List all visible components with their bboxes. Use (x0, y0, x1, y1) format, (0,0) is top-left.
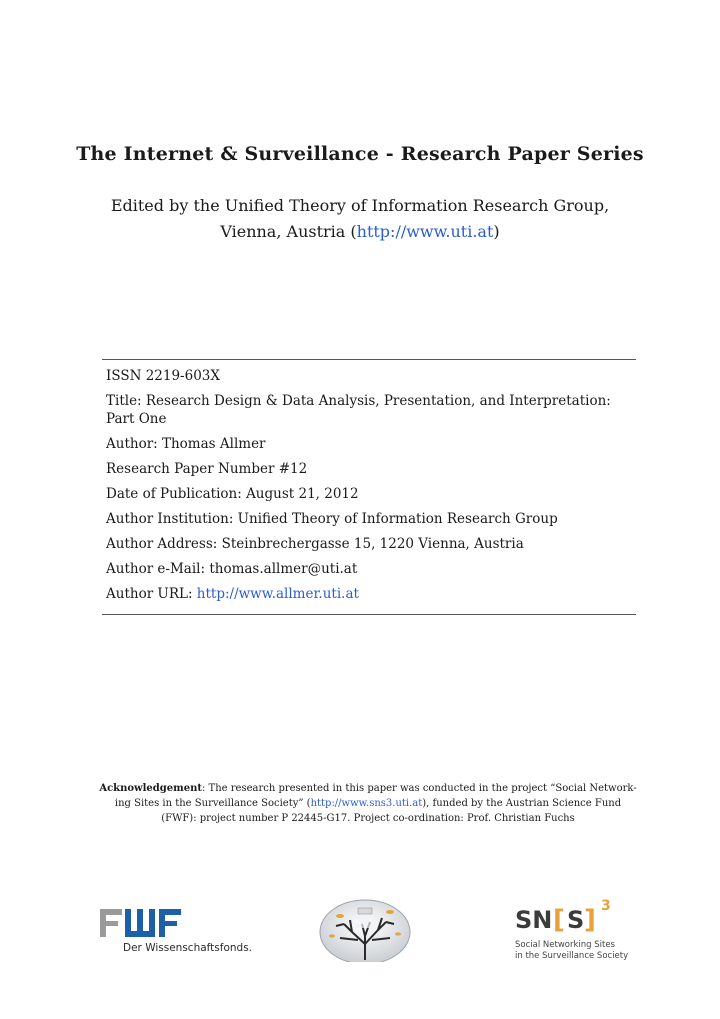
acknowledgement (96, 781, 640, 826)
editor-credit (60, 193, 660, 245)
editor-location: Vienna, Austria ( (220, 222, 357, 241)
sns3-logo (515, 896, 640, 966)
acknowledgement-text-1: : The research presented in this paper was conducted in the project “Social Network- (201, 783, 637, 794)
publication-date: Date of Publication: August 21, 2012 (106, 486, 359, 502)
paper-title-line-1: Title: Research Design & Data Analysis, Presentation, and Interpretation: (106, 393, 611, 409)
author-email: Author e-Mail: thomas.allmer@uti.at (106, 561, 358, 577)
fwf-subtitle: Der Wissenschaftsfonds. (123, 942, 253, 954)
svg-text:]: ] (584, 905, 596, 935)
author-url (106, 585, 632, 603)
fwf-logo (100, 905, 253, 961)
author: Author: Thomas Allmer (106, 436, 266, 452)
author-institution: Author Institution: Unified Theory of Information Research Group (106, 511, 558, 527)
paper-title-line-2: Part One (106, 411, 167, 427)
metadata-box (102, 359, 636, 615)
paper-number: Research Paper Number #12 (106, 461, 308, 477)
paper-title (106, 392, 632, 428)
svg-text:S: S (567, 906, 585, 934)
acknowledgement-heading: Acknowledgement (99, 783, 202, 794)
acknowledgement-text-2: ing Sites in the Surveillance Society” ( (114, 798, 311, 809)
author-url-link[interactable]: http://www.allmer.uti.at (196, 586, 359, 602)
sns3-link[interactable]: http://www.sns3.uti.at (310, 798, 423, 809)
sns3-subtitle-line-2: in the Surveillance Society (515, 951, 629, 961)
editor-line-2 (60, 219, 660, 245)
svg-text:3: 3 (601, 898, 611, 914)
acknowledgement-text-3: (FWF): project number P 22445-G17. Project co-ordination: Prof. Christian Fuchs (161, 813, 575, 824)
sns3-subtitle (515, 940, 645, 962)
page-title: The Internet & Surveillance - Research Paper Series (76, 143, 644, 165)
fwf-wordmark-icon (100, 905, 240, 939)
fishbowl-image (318, 896, 412, 962)
issn: ISSN 2219-603X (106, 368, 220, 384)
uti-link[interactable]: http://www.uti.at (356, 222, 494, 241)
author-url-label: Author URL: (106, 586, 197, 602)
svg-text:SN: SN (515, 906, 553, 934)
author-address: Author Address: Steinbrechergasse 15, 1220 Vienna, Austria (106, 536, 524, 552)
editor-paren-close: ) (493, 222, 500, 241)
svg-text:[: [ (553, 905, 565, 935)
sns3-wordmark-icon (515, 896, 640, 936)
sns3-subtitle-line-1: Social Networking Sites (515, 940, 615, 950)
acknowledgement-text-2-suffix: ), funded by the Austrian Science Fund (422, 798, 622, 809)
editor-line-1: Edited by the Unified Theory of Information Research Group, (110, 196, 610, 215)
fishbowl-icon (318, 896, 412, 962)
